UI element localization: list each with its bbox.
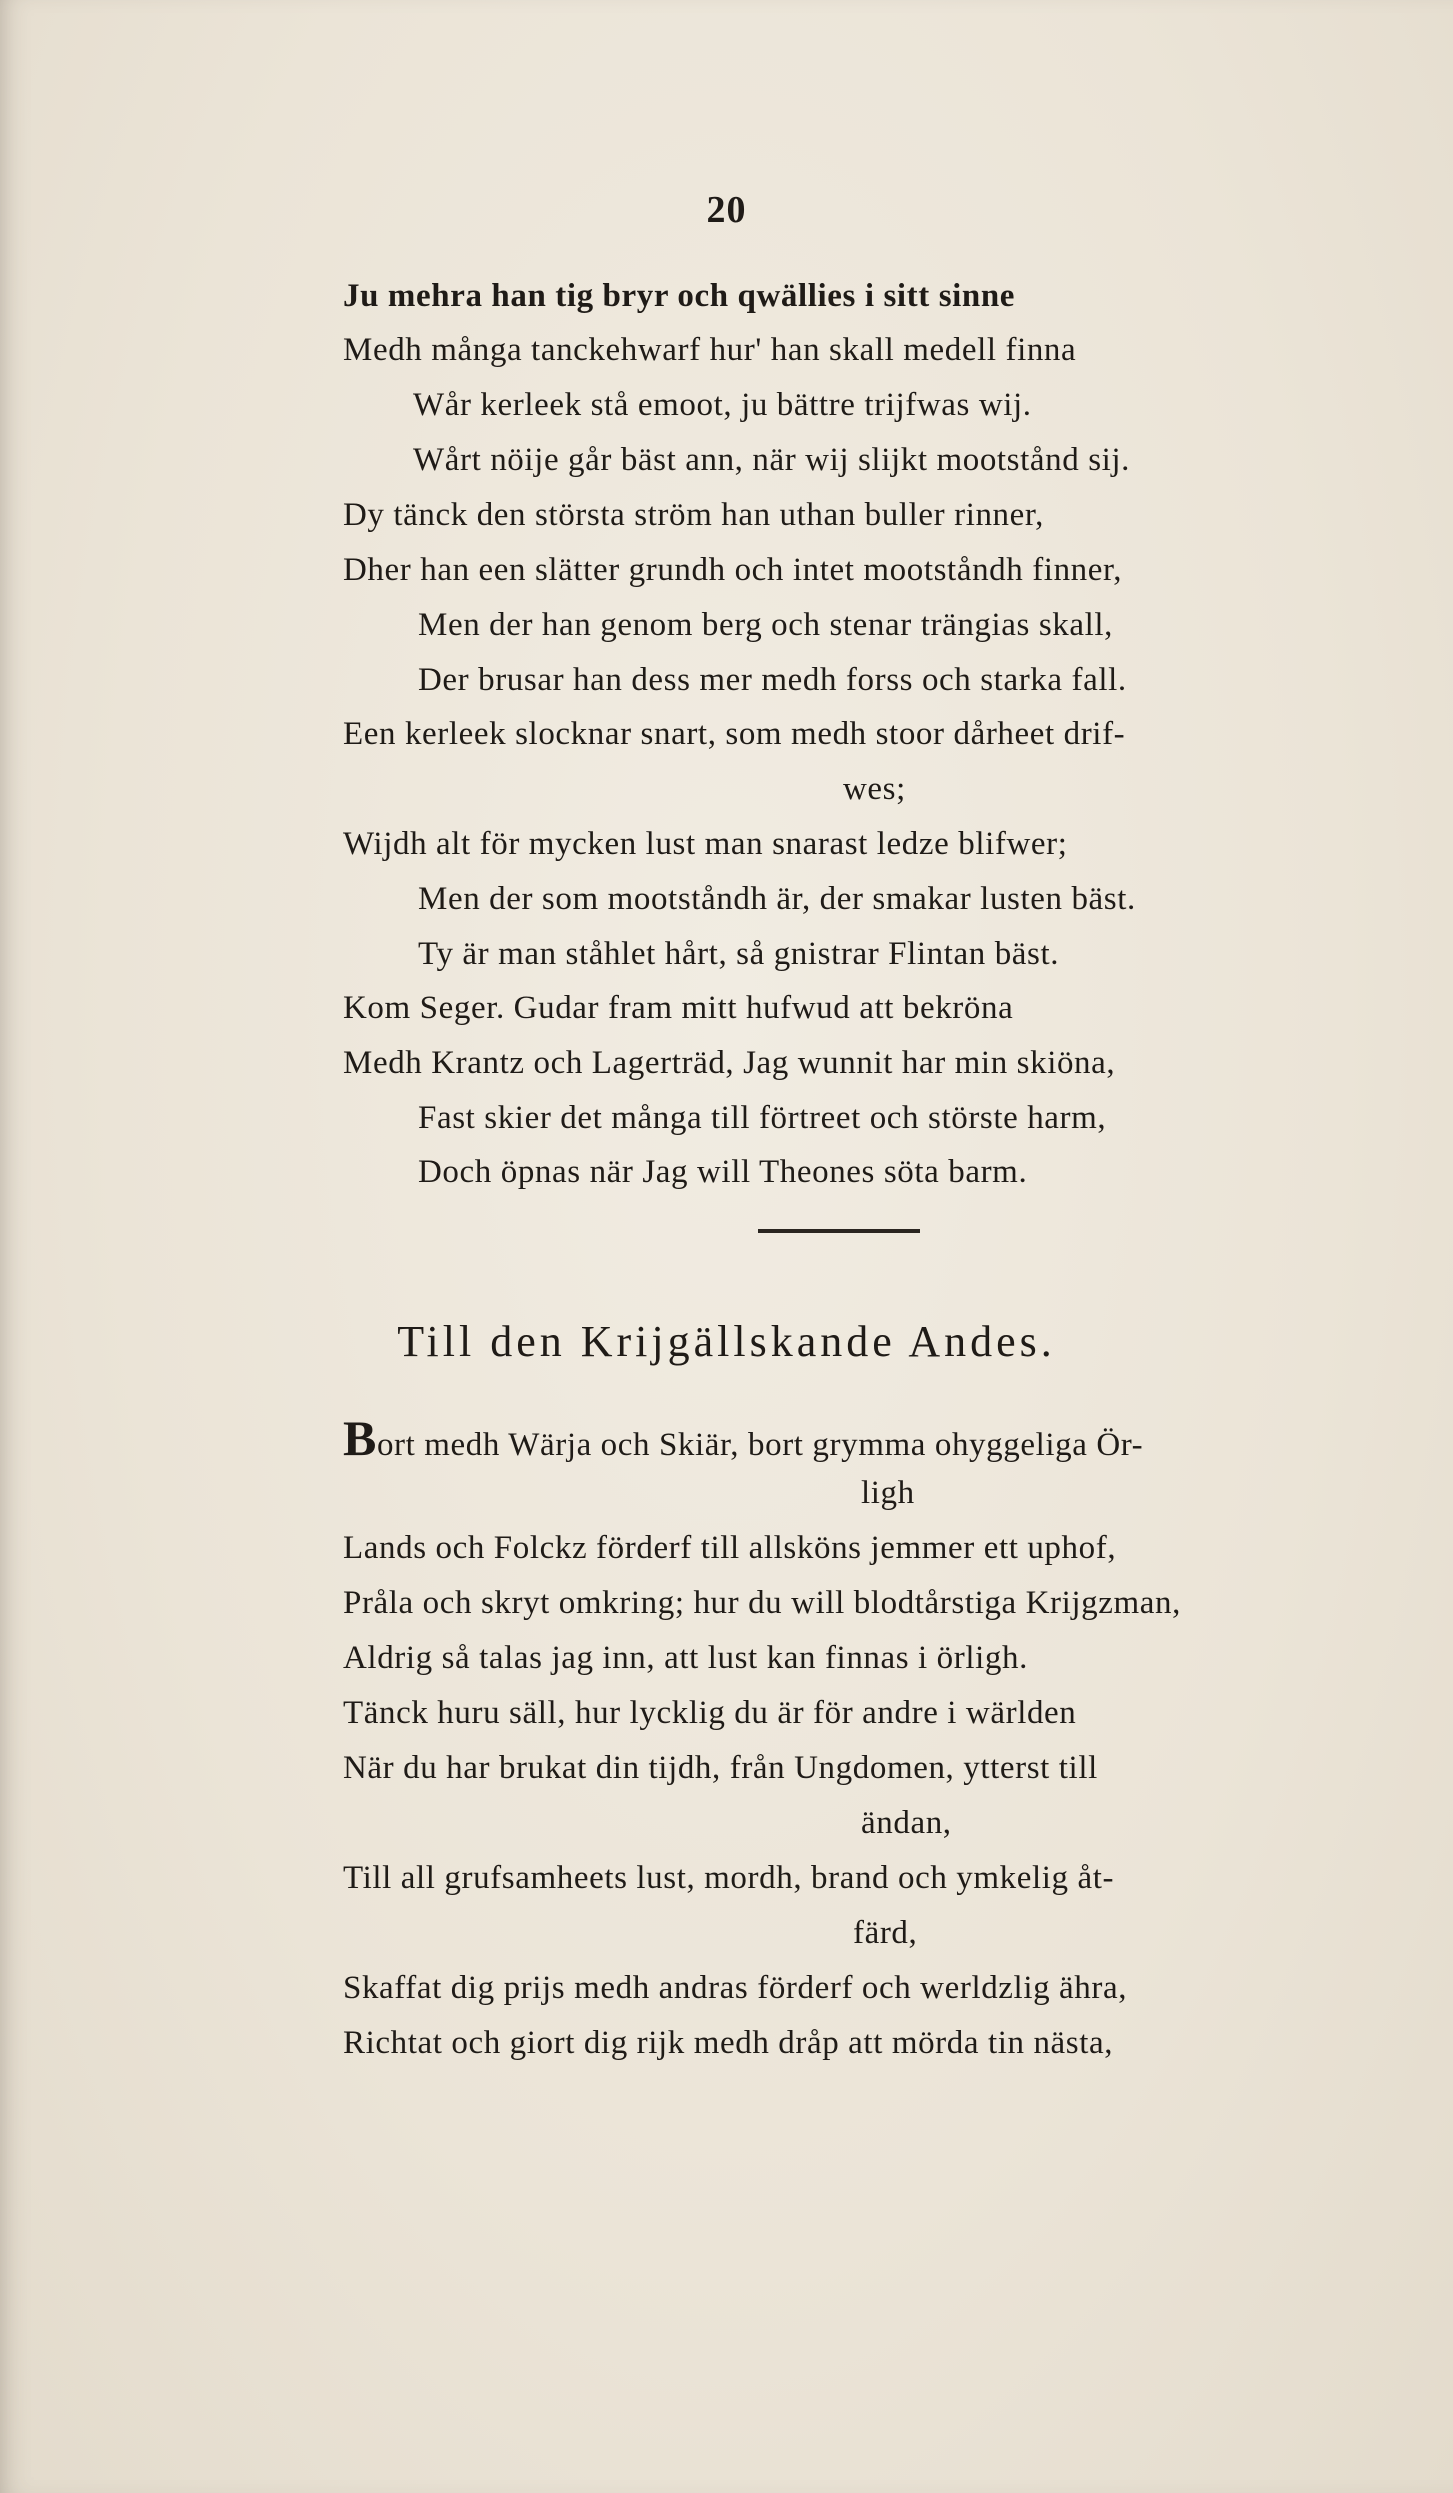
poem-line: Aldrig så talas jag inn, att lust kan finnas i örligh.: [343, 1640, 1028, 1676]
poem-line: Ju mehra han tig bryr och qwällies i sitt sinne: [343, 278, 1016, 314]
poem-line: Wårt nöije går bäst ann, när wij slijkt mootstånd sij.: [413, 442, 1131, 478]
poem-line: Doch öpnas när Jag will Theones söta barm.: [418, 1154, 1028, 1190]
poem-line: ligh: [861, 1475, 915, 1511]
poem-line: Men der han genom berg och stenar trängias skall,: [418, 607, 1114, 643]
poem-line: Medh Krantz och Lagerträd, Jag wunnit har min skiöna,: [343, 1045, 1116, 1081]
poem-line: Dy tänck den största ström han uthan buller rinner,: [343, 497, 1045, 533]
section-divider: [758, 1229, 920, 1233]
drop-initial: B: [343, 1410, 377, 1466]
poem-line: Richtat och giort dig rijk medh dråp att mörda tin nästa,: [343, 2025, 1114, 2061]
poem-line: Ty är man ståhlet hårt, så gnistrar Flintan bäst.: [418, 936, 1060, 972]
poem-line: ändan,: [861, 1805, 952, 1841]
poem-line: Pråla och skryt omkring; hur du will blodtårstiga Krijgzman,: [343, 1585, 1181, 1621]
poem-line: Fast skier det många till förtreet och störste harm,: [418, 1100, 1107, 1136]
poem-line: Der brusar han dess mer medh forss och starka fall.: [418, 662, 1127, 698]
poem-line: Skaffat dig prijs medh andras förderf och werldzlig ähra,: [343, 1970, 1128, 2006]
poem-line: Medh många tanckehwarf hur' han skall medell finna: [343, 332, 1077, 368]
poem-line: Men der som mootståndh är, der smakar lusten bäst.: [418, 881, 1136, 917]
poem-line: färd,: [853, 1915, 918, 1951]
poem-line: Kom Seger. Gudar fram mitt hufwud att bekröna: [343, 990, 1014, 1026]
poem-line: Wijdh alt för mycken lust man snarast ledze blifwer;: [343, 826, 1068, 862]
poem-line: wes;: [843, 771, 906, 807]
poem-line-text: ort medh Wärja och Skiär, bort grymma ohyggeliga Ör-: [376, 1427, 1144, 1463]
poem-line: När du har brukat din tijdh, från Ungdomen, ytterst till: [343, 1750, 1098, 1786]
poem-line: Dher han een slätter grundh och intet mootståndh finner,: [343, 552, 1123, 588]
poem-line: Till all grufsamheets lust, mordh, brand och ymkelig åt-: [343, 1860, 1115, 1896]
page-number: 20: [706, 189, 747, 231]
poem-line: Wår kerleek stå emoot, ju bättre trijfwas wij.: [413, 387, 1032, 423]
poem-line: [343, 1410, 1144, 1466]
poem-line: Tänck huru säll, hur lycklig du är för andre i wärlden: [343, 1695, 1077, 1731]
poem-line: Een kerleek slocknar snart, som medh stoor dårheet drif-: [343, 716, 1126, 752]
poem-title: Till den Krijgällskande Andes.: [397, 1317, 1056, 1366]
poem-line: Lands och Folckz förderf till allsköns jemmer ett uphof,: [343, 1530, 1117, 1566]
